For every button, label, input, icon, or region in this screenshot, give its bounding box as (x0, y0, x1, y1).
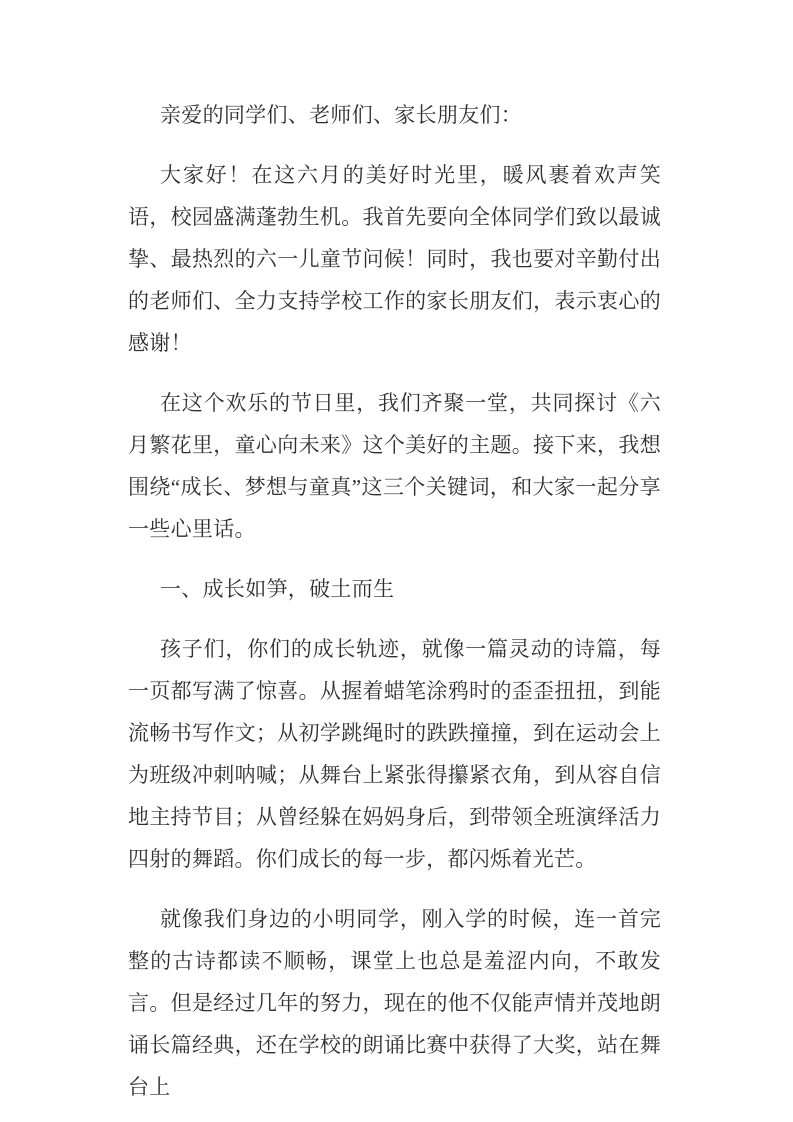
paragraph-example: 就像我们身边的小明同学，刚入学的时候，连一首完整的古诗都读不顺畅，课堂上也总是羞涩内向，不敢发言。但是经过几年的努力，现在的他不仅能声情并茂地朗诵长篇经典，还在学校的朗诵比赛中获得了大奖，站在舞台上 (128, 907, 661, 1099)
section-heading-1: 一、成长如笋，破土而生 (160, 577, 395, 601)
salutation-line: 亲爱的同学们、老师们、家长朋友们： (160, 103, 523, 127)
paragraph-growth: 孩子们，你们的成长轨迹，就像一篇灵动的诗篇，每一页都写满了惊喜。从握着蜡笔涂鸦时的歪歪扭扭，到能流畅书写作文；从初学跳绳时的跌跌撞撞，到在运动会上为班级冲刺呐喊；从舞台上紧张得攥紧衣角，到从容自信地主持节目；从曾经躲在妈妈身后，到带领全班演绎活力四射的舞蹈。你们成长的每一步，都闪烁着光芒。 (128, 637, 661, 871)
paragraph-greeting: 大家好！在这六月的美好时光里，暖风裹着欢声笑语，校园盛满蓬勃生机。我首先要向全体同学们致以最诚挚、最热烈的六一儿童节问候！同时，我也要对辛勤付出的老师们、全力支持学校工作的家长朋友们，表示衷心的感谢！ (128, 163, 661, 355)
paragraph-theme: 在这个欢乐的节日里，我们齐聚一堂，共同探讨《六月繁花里，童心向未来》这个美好的主题。接下来，我想围绕“成长、梦想与童真”这三个关键词，和大家一起分享一些心里话。 (128, 391, 661, 541)
